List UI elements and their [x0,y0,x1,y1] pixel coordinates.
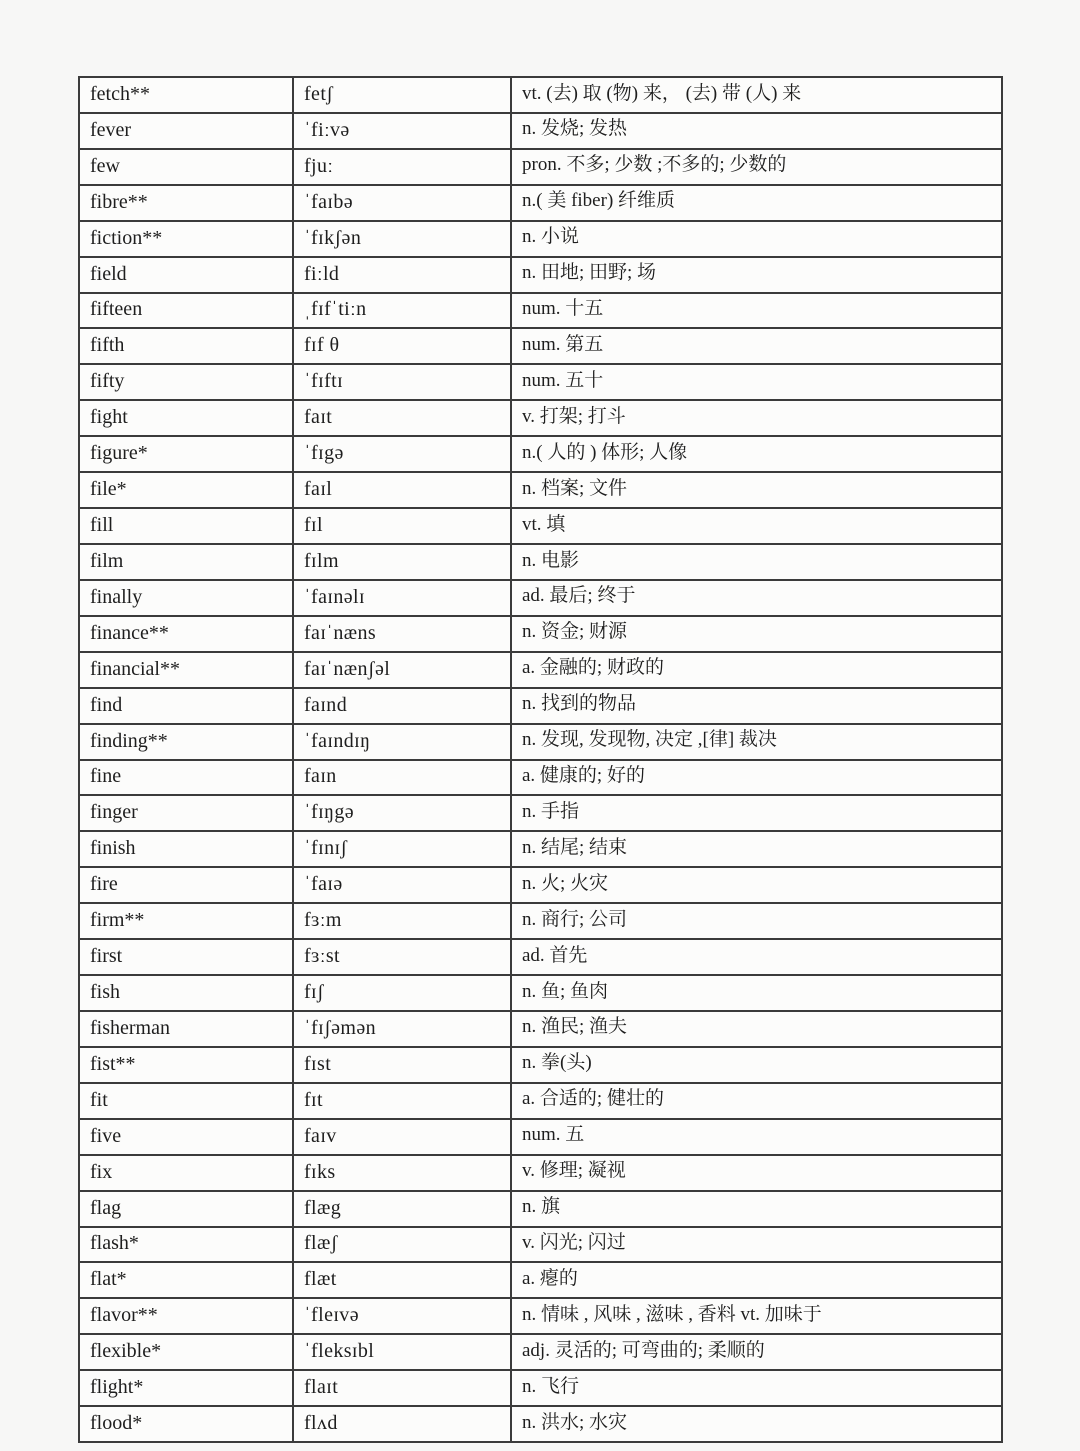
meaning-cell: n. 商行; 公司 [522,908,628,930]
word-cell: finding** [80,725,294,759]
word-cell: fifty [80,365,294,399]
word-cell: fish [80,976,294,1010]
table-row [80,725,1001,761]
meaning-cell: num. 第五 [522,333,604,355]
table-row [80,222,1001,258]
word-cell: find [80,689,294,723]
word-cell: fetch** [80,78,294,112]
table-row [80,365,1001,401]
table-row [80,1192,1001,1228]
phonetic-cell: faɪl [294,473,512,507]
meaning-cell: a. 合适的; 健壮的 [522,1088,664,1110]
word-cell: finance** [80,617,294,651]
word-cell: finish [80,832,294,866]
meaning-cell: ad. 首先 [522,944,588,966]
table-row [80,904,1001,940]
word-cell: flight* [80,1371,294,1405]
meaning-cell: n. 洪水; 水灾 [522,1411,628,1433]
phonetic-cell: fɪʃ [294,976,512,1010]
meaning-cell: n. 飞行 [522,1375,580,1397]
phonetic-cell: faɪnd [294,689,512,723]
meaning-cell: n. 火; 火灾 [522,872,609,894]
phonetic-cell: flʌd [294,1407,512,1441]
meaning-cell: n. 鱼; 鱼肉 [522,980,609,1002]
phonetic-cell: fjuː [294,150,512,184]
meaning-cell: num. 十五 [522,298,604,320]
table-row [80,509,1001,545]
table-row [80,617,1001,653]
word-cell: flavor** [80,1299,294,1333]
table-row [80,437,1001,473]
meaning-cell: n.( 美 fiber) 纤维质 [522,190,676,212]
phonetic-cell: ˈfɪŋgə [294,796,512,830]
word-cell: firm** [80,904,294,938]
meaning-cell: num. 五 [522,1124,585,1146]
phonetic-cell: faɪˈnænʃəl [294,653,512,687]
table-row [80,545,1001,581]
word-cell: fifth [80,329,294,363]
word-cell: fisherman [80,1012,294,1046]
meaning-cell: n. 拳(头) [522,1052,592,1074]
table-row [80,581,1001,617]
meaning-cell: a. 金融的; 财政的 [522,657,664,679]
table-row [80,150,1001,186]
word-cell: finger [80,796,294,830]
meaning-cell: v. 闪光; 闪过 [522,1232,626,1254]
phonetic-cell: flæʃ [294,1228,512,1262]
meaning-cell: n. 电影 [522,549,580,571]
phonetic-cell: faɪn [294,761,512,795]
word-cell: fill [80,509,294,543]
meaning-cell: vt. 填 [522,513,566,535]
vocabulary-table [78,76,1003,1443]
table-row [80,832,1001,868]
phonetic-cell: fɪks [294,1156,512,1190]
meaning-cell: adj. 灵活的; 可弯曲的; 柔顺的 [522,1339,765,1361]
word-cell: first [80,940,294,974]
word-cell: flexible* [80,1335,294,1369]
meaning-cell: a. 健康的; 好的 [522,765,645,787]
meaning-cell: n.( 人的 ) 体形; 人像 [522,441,688,463]
word-cell: fit [80,1084,294,1118]
phonetic-cell: fɪst [294,1048,512,1082]
word-cell: fiction** [80,222,294,256]
table-row [80,114,1001,150]
word-cell: flood* [80,1407,294,1441]
phonetic-cell: fetʃ [294,78,512,112]
table-row [80,1048,1001,1084]
meaning-cell: vt. (去) 取 (物) 来， (去) 带 (人) 来 [522,82,802,104]
phonetic-cell: flæt [294,1263,512,1297]
phonetic-cell: ˈfaɪə [294,868,512,902]
table-row [80,401,1001,437]
table-row [80,186,1001,222]
phonetic-cell: ˈfɪʃəmən [294,1012,512,1046]
word-cell: fight [80,401,294,435]
word-cell: fix [80,1156,294,1190]
table-row [80,1407,1001,1441]
table-row [80,1335,1001,1371]
table-row [80,78,1001,114]
word-cell: fine [80,761,294,795]
table-row [80,1120,1001,1156]
phonetic-cell: ˈfɪnɪʃ [294,832,512,866]
meaning-cell: n. 资金; 财源 [522,621,628,643]
word-cell: field [80,258,294,292]
phonetic-cell: fɪf θ [294,329,512,363]
meaning-cell: n. 发现, 发现物, 决定 ,[律] 裁决 [522,729,777,751]
word-cell: film [80,545,294,579]
meaning-cell: v. 修理; 凝视 [522,1160,626,1182]
table-row [80,258,1001,294]
phonetic-cell: ˈfleksɪbl [294,1335,512,1369]
phonetic-cell: ˌfɪfˈtiːn [294,294,512,328]
table-row [80,1371,1001,1407]
phonetic-cell: ˈfɪkʃən [294,222,512,256]
table-row [80,1263,1001,1299]
phonetic-cell: ˈfaɪnəlɪ [294,581,512,615]
meaning-cell: pron. 不多; 少数 ;不多的; 少数的 [522,154,787,176]
meaning-cell: ad. 最后; 终于 [522,585,636,607]
table-row [80,1084,1001,1120]
word-cell: fist** [80,1048,294,1082]
table-row [80,940,1001,976]
phonetic-cell: ˈfɪftɪ [294,365,512,399]
meaning-cell: n. 手指 [522,800,580,822]
meaning-cell: n. 发烧; 发热 [522,118,628,140]
meaning-cell: n. 情味 , 风味 , 滋味 , 香料 vt. 加味于 [522,1303,822,1325]
word-cell: flag [80,1192,294,1226]
word-cell: few [80,150,294,184]
word-cell: fibre** [80,186,294,220]
word-cell: five [80,1120,294,1154]
table-row [80,1012,1001,1048]
table-row [80,473,1001,509]
table-row [80,868,1001,904]
word-cell: figure* [80,437,294,471]
phonetic-cell: ˈfaɪndɪŋ [294,725,512,759]
meaning-cell: n. 结尾; 结束 [522,836,628,858]
table-row [80,761,1001,797]
phonetic-cell: ˈfɪgə [294,437,512,471]
meaning-cell: n. 旗 [522,1196,561,1218]
phonetic-cell: ˈfaɪbə [294,186,512,220]
table-row [80,1156,1001,1192]
meaning-cell: n. 渔民; 渔夫 [522,1016,628,1038]
table-row [80,796,1001,832]
meaning-cell: num. 五十 [522,369,604,391]
word-cell: flash* [80,1228,294,1262]
table-row [80,689,1001,725]
phonetic-cell: ˈfleɪvə [294,1299,512,1333]
table-row [80,1299,1001,1335]
word-cell: flat* [80,1263,294,1297]
phonetic-cell: fiːld [294,258,512,292]
phonetic-cell: ˈfiːvə [294,114,512,148]
phonetic-cell: fɪt [294,1084,512,1118]
word-cell: fifteen [80,294,294,328]
meaning-cell: n. 找到的物品 [522,693,637,715]
meaning-cell: n. 田地; 田野; 场 [522,262,657,284]
meaning-cell: n. 档案; 文件 [522,477,628,499]
word-cell: file* [80,473,294,507]
word-cell: fire [80,868,294,902]
phonetic-cell: faɪt [294,401,512,435]
phonetic-cell: flæg [294,1192,512,1226]
phonetic-cell: fɪlm [294,545,512,579]
phonetic-cell: fɪl [294,509,512,543]
meaning-cell: n. 小说 [522,226,580,248]
phonetic-cell: faɪv [294,1120,512,1154]
table-row [80,976,1001,1012]
table-row [80,294,1001,330]
phonetic-cell: fɜːst [294,940,512,974]
phonetic-cell: fɜːm [294,904,512,938]
meaning-cell: a. 瘪的 [522,1267,578,1289]
table-row [80,653,1001,689]
word-cell: finally [80,581,294,615]
word-cell: fever [80,114,294,148]
meaning-cell: v. 打架; 打斗 [522,405,626,427]
phonetic-cell: faɪˈnæns [294,617,512,651]
phonetic-cell: flaɪt [294,1371,512,1405]
table-row [80,329,1001,365]
word-cell: financial** [80,653,294,687]
table-row [80,1228,1001,1264]
